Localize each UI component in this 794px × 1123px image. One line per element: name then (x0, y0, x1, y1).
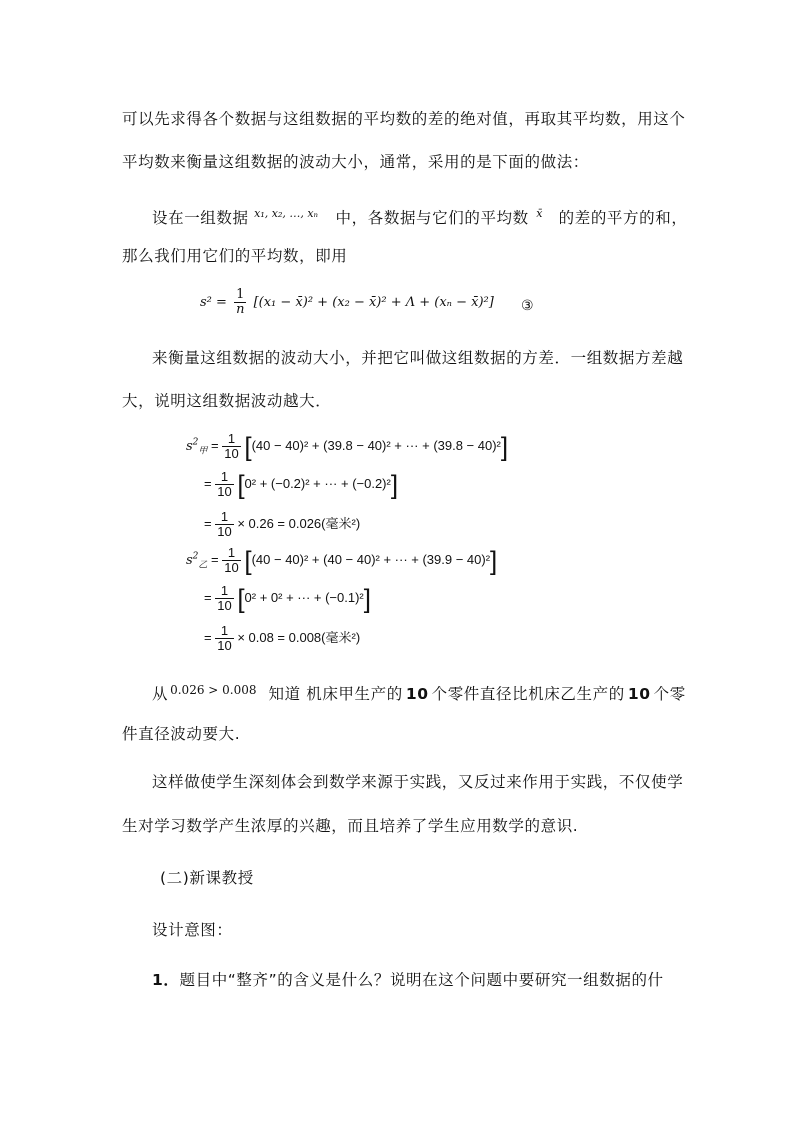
calc-row-1: $s^2_甲$ = $\frac{1}{10}$ [(40 − 40)² + (39.8 − 40)² + ··· + (39.8 − 40)²] (186, 431, 509, 462)
question-1 (152, 970, 664, 990)
fraction-1-10: $\frac{1}{10}$ (217, 583, 232, 613)
calc-row-2: = $\frac{1}{10}$ [0² + (−0.2)² + ··· + (−0.2)²] (204, 469, 399, 500)
fraction-1-10: $\frac{1}{10}$ (217, 623, 232, 653)
section-heading: (二)新课教授 (160, 869, 254, 887)
paragraph-4-line-1 (152, 680, 686, 704)
variance-formula (200, 288, 494, 317)
paragraph-4-suffix: 个零 (653, 685, 686, 703)
calc-row-5: = $\frac{1}{10}$ [0² + 0² + ··· + (−0.1)²] (204, 583, 371, 614)
variance-jia-symbol: $s^2_甲$ (186, 437, 208, 457)
data-variables: x₁, x₂, …, xₙ (254, 207, 319, 220)
calc-row-1-expression: (40 − 40)² + (39.8 − 40)² + ··· + (39.8 − 40)² (251, 437, 501, 453)
fraction-1-10: $\frac{1}{10}$ (217, 509, 232, 539)
mean-symbol: x̄ (536, 207, 544, 220)
calc-row-4-expression: (40 − 40)² + (40 − 40)² + ··· + (39.9 − 40)² (251, 551, 491, 567)
paragraph-5-line-1: 这样做使学生深刻体会到数学来源于实践，又反过来作用于实践，不仅使学 (152, 773, 684, 791)
calc-row-5-expression: 0² + 0² + ··· + (−0.1)² (244, 589, 364, 605)
equation-number-marker: ③ (521, 298, 535, 314)
paragraph-2-line-2: 那么我们用它们的平均数，即用 (122, 247, 348, 265)
paragraph-4-line-2: 件直径波动要大. (122, 725, 241, 743)
calc-row-6-result: × 0.08 = 0.008(毫米²) (237, 629, 361, 645)
formula-lhs: s² = (200, 295, 227, 310)
formula-body: [(x₁ − x̄)² + (x₂ − x̄)² + Λ + (xₙ − x̄)²] (253, 295, 494, 310)
formula-denominator: n (236, 302, 245, 317)
paragraph-2-prefix: 设在一组数据 (152, 209, 249, 227)
count-10-second: 10 (627, 685, 651, 703)
paragraph-1-line-2: 平均数来衡量这组数据的波动大小，通常，采用的是下面的做法： (122, 153, 589, 171)
equals-sign: = (204, 589, 212, 605)
question-1-number: 1． (152, 971, 180, 989)
fraction-1-10: $\frac{1}{10}$ (224, 431, 239, 461)
calc-row-2-expression: 0² + (−0.2)² + ··· + (−0.2)² (244, 475, 391, 491)
paragraph-2-line-1 (152, 204, 687, 228)
paragraph-3-line-1: 来衡量这组数据的波动大小，并把它叫做这组数据的方差．一组数据方差越 (152, 349, 684, 367)
equals-sign: = (204, 629, 212, 645)
equals-sign: = (211, 437, 219, 453)
equals-sign: = (204, 515, 212, 531)
equals-sign: = (204, 475, 212, 491)
paragraph-3-line-2: 大，说明这组数据波动越大． (122, 392, 332, 410)
design-intent-label: 设计意图： (152, 921, 233, 939)
calc-row-3 (204, 510, 360, 539)
formula-numerator: 1 (234, 288, 246, 303)
paragraph-1-line-1: 可以先求得各个数据与这组数据的平均数的差的绝对值，再取其平均数，用这个 (122, 110, 686, 128)
calc-row-3-result: × 0.26 = 0.026(毫米²) (237, 515, 361, 531)
equals-sign: = (211, 551, 219, 567)
paragraph-5-line-2: 生对学习数学产生浓厚的兴趣，而且培养了学生应用数学的意识. (122, 817, 579, 835)
formula-fraction (234, 288, 246, 317)
fraction-1-10: $\frac{1}{10}$ (224, 545, 239, 575)
variance-yi-symbol: $s^2_乙$ (186, 551, 208, 571)
calc-row-4: $s^2_乙$ = $\frac{1}{10}$ [(40 − 40)² + (40 − 40)² + ··· + (39.9 − 40)²] (186, 545, 498, 576)
fraction-1-10: $\frac{1}{10}$ (217, 469, 232, 499)
paragraph-2-mid: 中，各数据与它们的平均数 (335, 209, 529, 227)
question-1-text: 题目中“整齐”的含义是什么？说明在这个问题中要研究一组数据的什 (179, 971, 664, 989)
count-10-first: 10 (405, 685, 429, 703)
paragraph-4-mid-1: 知道 机床甲生产的 (268, 685, 403, 703)
inequality: 0.026 > 0.008 (170, 683, 257, 697)
paragraph-4-prefix: 从 (152, 685, 169, 703)
paragraph-4-mid-2: 个零件直径比机床乙生产的 (431, 685, 625, 703)
paragraph-2-suffix: 的差的平方的和， (558, 209, 688, 227)
calc-row-6 (204, 624, 360, 653)
